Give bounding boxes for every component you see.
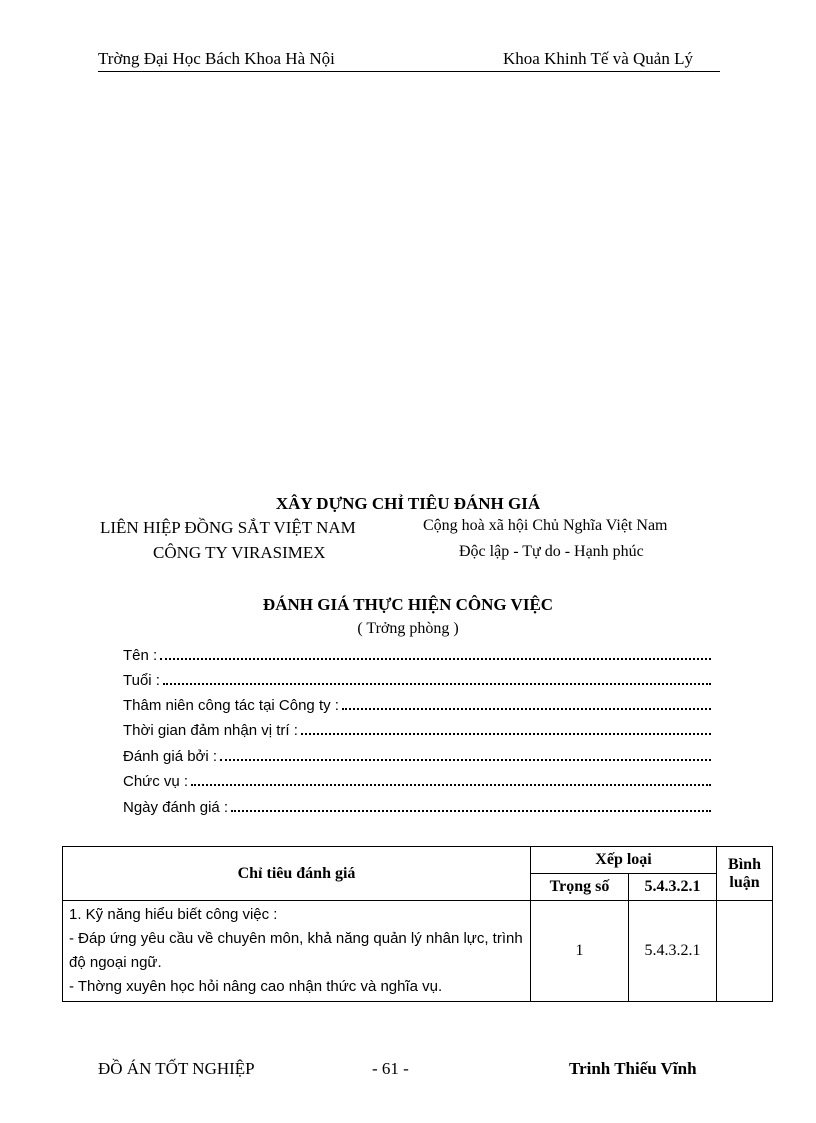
criteria-point: - Thờng xuyên học hỏi nâng cao nhận thức và nghĩa vụ. — [69, 978, 443, 995]
fill-in-line — [301, 733, 711, 735]
criteria-point: - Đáp ứng yêu cầu về chuyên môn, khả năng quản lý nhân lực, trình độ ngoại ngữ. — [69, 930, 523, 971]
fill-in-line — [220, 759, 711, 761]
field-label: Chức vụ : — [123, 773, 189, 790]
national-motto-line-2: Độc lập - Tự do - Hạnh phúc — [459, 543, 644, 560]
header-score-scale: 5.4.3.2.1 — [629, 874, 717, 901]
evaluation-table — [62, 846, 773, 1002]
national-motto-line-1: Cộng hoà xã hội Chủ Nghĩa Việt Nam — [423, 517, 668, 534]
header-comment-line-2: luận — [729, 873, 760, 891]
form-subtitle: ( Trởng phòng ) — [357, 620, 459, 637]
page-number: - 61 - — [372, 1059, 409, 1078]
criteria-cell — [63, 901, 531, 1002]
fill-in-line — [163, 683, 711, 685]
organization-line-1: LIÊN HIỆP ĐỒNG SẮT VIỆT NAM — [100, 518, 356, 537]
header-comment — [717, 847, 773, 901]
header-rule — [98, 71, 720, 72]
score-cell: 5.4.3.2.1 — [629, 901, 717, 1002]
fill-in-line — [231, 810, 711, 812]
comment-cell — [717, 901, 773, 1002]
field-seniority — [123, 692, 711, 714]
header-school: Trờng Đại Học Bách Khoa Hà Nội — [98, 49, 335, 68]
header-weight: Trọng số — [531, 874, 629, 901]
header-ranking: Xếp loại — [531, 847, 717, 874]
document-title: XÂY DỰNG CHỈ TIÊU ĐÁNH GIÁ — [275, 494, 541, 513]
criteria-heading: 1. Kỹ năng hiểu biết công việc : — [69, 906, 278, 923]
field-position-duration — [123, 717, 711, 739]
field-evaluation-date — [123, 794, 711, 816]
field-age — [123, 667, 711, 689]
header-faculty: Khoa Khinh Tế và Quản Lý — [503, 49, 693, 68]
footer-author: Trinh Thiếu Vĩnh — [569, 1059, 697, 1078]
field-label: Tuổi : — [123, 672, 160, 689]
table-row — [63, 901, 773, 1002]
field-label: Thời gian đảm nhận vị trí : — [123, 722, 298, 739]
form-title: ĐÁNH GIÁ THỰC HIỆN CÔNG VIỆC — [262, 595, 554, 614]
organization-line-2: CÔNG TY VIRASIMEX — [153, 543, 326, 562]
field-label: Tên : — [123, 647, 158, 664]
fill-in-line — [342, 708, 711, 710]
table-header-row — [63, 847, 773, 874]
footer-thesis-label: ĐỒ ÁN TỐT NGHIỆP — [98, 1059, 255, 1078]
field-evaluated-by — [123, 743, 711, 765]
field-label: Ngày đánh giá : — [123, 799, 229, 816]
header-criteria: Chỉ tiêu đánh giá — [63, 847, 531, 901]
field-name — [123, 642, 711, 664]
header-comment-line-1: Bình — [728, 855, 761, 873]
weight-cell: 1 — [531, 901, 629, 1002]
fill-in-line — [160, 658, 711, 660]
field-label: Thâm niên công tác tại Công ty : — [123, 697, 339, 714]
field-label: Đánh giá bởi : — [123, 748, 218, 765]
field-job-title — [123, 768, 711, 790]
fill-in-line — [191, 784, 711, 786]
